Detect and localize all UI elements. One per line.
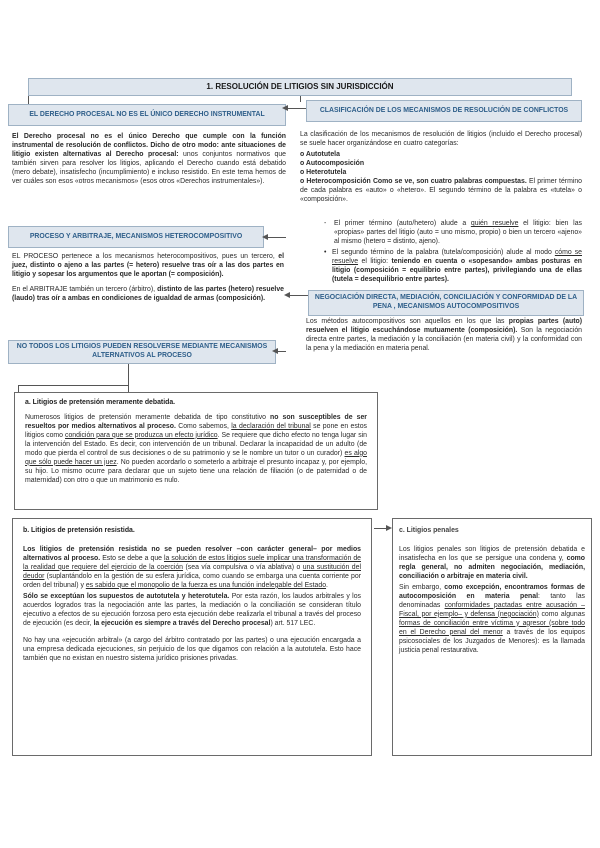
category-item: o Autocomposición — [300, 159, 365, 167]
arrow-left-icon — [282, 105, 288, 111]
header-autocompositivos: NEGOCIACIÓN DIRECTA, MEDIACIÓN, CONCILIACIÓN Y CONFORMIDAD DE LA PENA , MECANISMOS AUTOCOMPOSITIVOS — [308, 290, 584, 316]
section-b-paragraphs: Los litigios de pretensión resistida no se pueden resolver –con carácter general– por medios alternativos al proceso. Esto se debe a que la solución de estos litigios suele implicar una transformación de la realidad que requiere del ejercicio de la coerción (sea vía compulsiva o vía ablativa) o una sustitución del deudor (suplantándolo en la gestión de su esfera jurídica, como cuando se embarga una cuenta corriente por orden del tribunal) y es sabido que el monopolio de la fuerza es una función indelegable del Estado. Sólo se exceptúan los supuestos de autotutela y heterotutela. Por esta razón, los laudos arbitrales y los acuerdos logrados tras la negociación ante las partes, la mediación o la conciliación se consideran título ejecutivo a efectos de su ejecución forzosa pero esta ejecución debe realizarla el tribunal a través del proceso de ejecución (es decir, la ejecución es siempre a través del Derecho procesal) art. 517 LEC. No hay una «ejecución arbitral» (a cargo del árbitro contratado por las partes) o una ejecución encargada a una empresa dedicada ejecuciones, sin perjuicio de los que digamos con relación a la autotutela. Esto hace también que no existan en nuestro sistema jurídico prisiones privadas. — [23, 545, 361, 662]
clasificacion-bullets — [310, 220, 582, 287]
category-item: o Autotutela — [300, 150, 340, 158]
category-item: o Heterotutela — [300, 168, 347, 176]
arrow-left-icon — [284, 292, 290, 298]
section-c-title: c. Litigios penales — [399, 527, 459, 534]
connector-line — [288, 108, 306, 109]
header-proceso-arbitraje: PROCESO Y ARBITRAJE, MECANISMOS HETEROCOMPOSITIVO — [8, 226, 264, 248]
page-title: 1. RESOLUCIÓN DE LITIGIOS SIN JURISDICCIÓN — [28, 78, 572, 96]
connector-line — [300, 96, 301, 102]
section-b-title: b. Litigios de pretensión resistida. — [23, 527, 135, 534]
section-c-paragraphs: Los litigios penales son litigios de pretensión debatida e insatisfecha en los que se persigue una condena y, como regla general, no admiten negociación, mediación, conciliación o arbitraje en materia civil. Sin embargo, como excepción, encontramos formas de autocomposición en materia penal: tanto las denominadas conformidades pactadas entre acusación –Fiscal, por ejemplo– y defensa (negociación) como algunas formas de conciliación entre víctima y agresor (sobre todo en el Derecho penal del menor a través de los equipos psicosociales de los Juzgados de Menores): es la llamada justicia penal restaurativa. — [399, 545, 586, 654]
section-c-box — [392, 518, 592, 756]
arrow-left-icon — [262, 234, 268, 240]
autocomposicion-paragraph: Los métodos autocompositivos son aquellos en los que las propias partes (auto) resuelven el litigio escuchándose mutuamente (composición). Son la negociación directa entre partes, la mediación y la conciliación (en materia civil) y la conformidad con la pena y la mediación en materia penal. — [306, 318, 582, 352]
header-no-todos-litigios: NO TODOS LOS LITIGIOS PUEDEN RESOLVERSE MEDIANTE MECANISMOS ALTERNATIVOS AL PROCESO — [8, 340, 276, 364]
header-clasificacion: CLASIFICACIÓN DE LOS MECANISMOS DE RESOLUCIÓN DE CONFLICTOS — [306, 100, 582, 122]
section-b-box — [12, 518, 372, 756]
proceso-paragraph: EL PROCESO pertenece a los mecanismos heterocompositivos, pues un tercero, el juez, distinto o ajeno a las partes (= hetero) resuelve tras oír a las dos partes en litigio y sopesar los argumentos que le aportan (= composición). En el ARBITRAJE también un tercero (árbitro), distinto de las partes (hetero) resuelve (laudo) tras oír a ambas en condiciones de igualdad de armas (composición). — [12, 253, 284, 302]
header-derecho-procesal: EL DERECHO PROCESAL NO ES EL ÚNICO DERECHO INSTRUMENTAL — [8, 104, 286, 126]
arrow-left-icon — [272, 348, 278, 354]
list-item: - El primer término (auto/hetero) alude a quién resuelve el litigio: bien las «propias» partes del litigio (auto = uno mismo, propio) o bien un tercero «ajeno» al mismo (hetero = distinto, ajeno). — [324, 220, 582, 247]
section-a-box — [14, 392, 378, 510]
connector-line — [128, 364, 129, 392]
section-a-paragraph: Numerosos litigios de pretensión meramente debatida de tipo constitutivo no son susceptibles de ser resueltos por medios alternativos al proceso. Como sabemos, la declaración del tribunal se pone en estos litigios como condición para que se produzca un efecto jurídico. Se requiere que dicho efecto no tenga lugar sin la intervención del Estado. Es decir, con intervención de un tribunal. Declarar la incapacidad de un adulto (de modo que pierda el control de sus decisiones o de su patrimonio y se le nombre un tutor o un curador) es algo que sólo puede hacer un juez. No pueden acordarlo o someterlo a arbitraje el presunto incapaz y, por ejemplo, su hijo. Lo mismo ocurre para declarar que un sujeto tiene una relación de filiación (o de paternidad o de maternidad) con otro o que un matrimonio es nulo. — [25, 413, 368, 484]
section-a-title: a. Litigios de pretensión meramente debatida. — [25, 399, 176, 406]
intro-paragraph: El Derecho procesal no es el único Derecho que cumple con la función instrumental de resolución de conflictos. Dicho de otro modo: ante situaciones de litigio existen alternativas al Derecho procesal: unos conjuntos normativos que también sirven para resolver los litigios, aplicando el Derecho cuando está debatido (mero debate), insatisfecho (incumplimiento) e incluso resistido. En este tema hemos de ver cuáles son esos «otros mecanismos» (esos otros «Derechos instrumentales»). — [12, 133, 286, 185]
connector-line — [18, 385, 128, 386]
clasificacion-text: La clasificación de los mecanismos de resolución de litigios (incluido el Derecho procesal) se suele hacer organizándose en cuatro categorías: o Autotutela o Autocomposición o Heterotutela o Heterocomposición Como se ve, son cuatro palabras compuestas. El primer término de cada palabra es «auto» o «hetero». El segundo término de la palabra es «tutela» o «composición». — [300, 131, 583, 203]
list-item: • El segundo término de la palabra (tutela/composición) alude al modo cómo se resuelve el litigio: teniendo en cuenta o «sopesando» ambas posturas en litigio (composición = equilibrio entre partes), privilegiando una de ellas (tutela = desequilibrio entre partes). — [324, 249, 582, 285]
